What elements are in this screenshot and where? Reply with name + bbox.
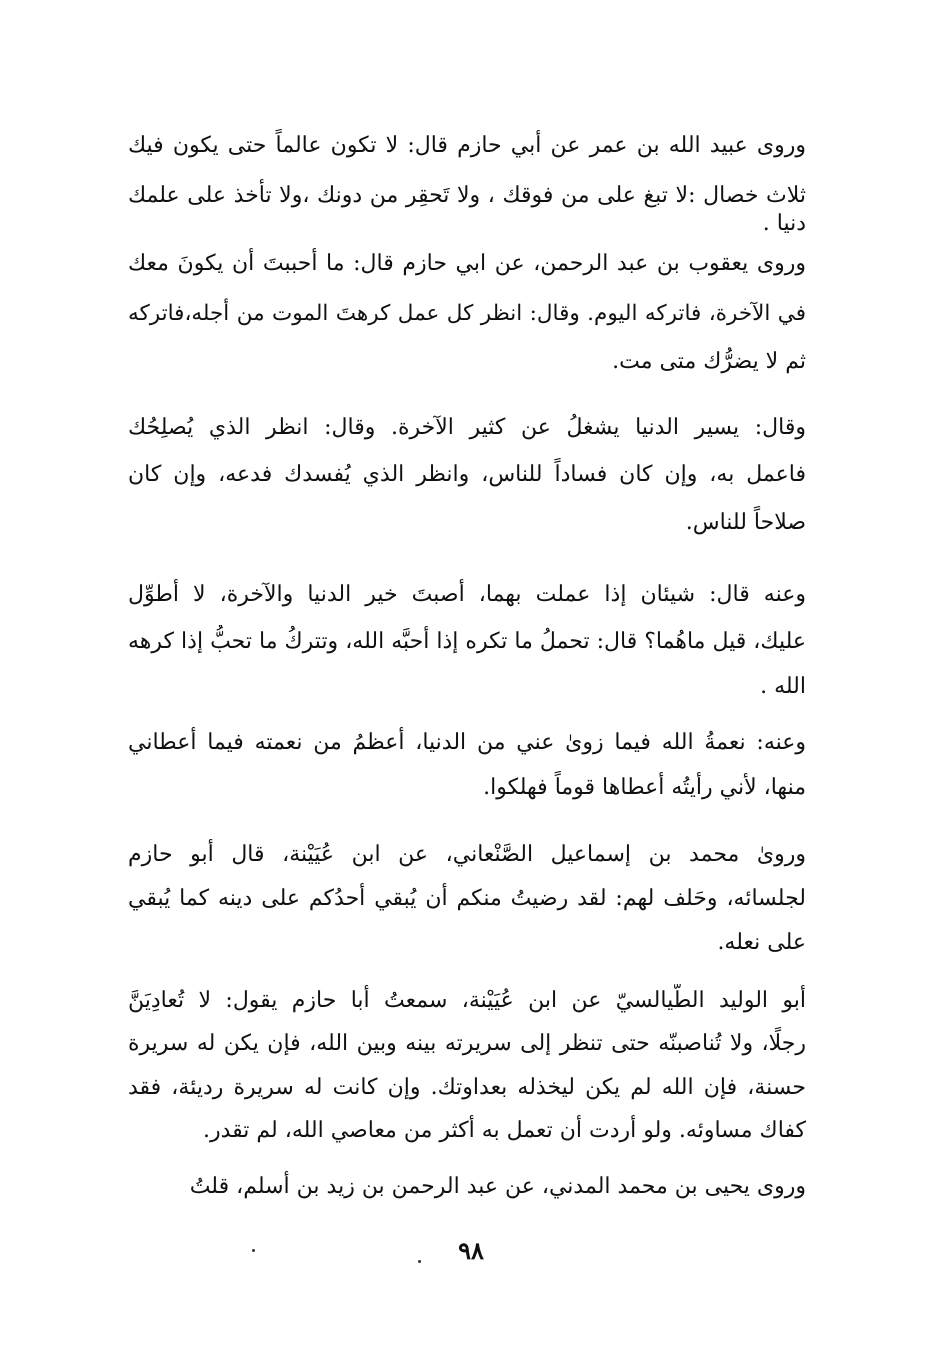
text-line: وروى يعقوب بن عبد الرحمن، عن ابي حازم قال: ما أحببتَ أن يكونَ معك xyxy=(128,251,806,276)
text-line: ثم لا يضرُّك متى مت. xyxy=(612,349,806,374)
text-line: وروىٰ محمد بن إسماعيل الصَّنْعاني، عن ابن عُيَيْنة، قال أبو حازم xyxy=(128,842,806,867)
text-line: دنيا . xyxy=(762,211,806,236)
text-line: وعنه: نعمةُ الله فيما زوىٰ عني من الدنيا، أعظمُ من نعمته فيما أعطاني xyxy=(128,730,806,755)
text-line: حسنة، فإن الله لم يكن ليخذله بعداوتك. وإن كانت له سريرة رديئة، فقد xyxy=(128,1075,806,1100)
text-line: وعنه قال: شيئان إذا عملت بهما، أصبتَ خير الدنيا والآخرة، لا أطوِّل xyxy=(128,582,806,607)
scan-speck xyxy=(252,1249,255,1252)
text-line: لجلسائه، وحَلف لهم: لقد رضيتُ منكم أن يُبقي أحدُكم على دينه كما يُبقي xyxy=(128,886,806,911)
scan-speck xyxy=(418,1260,421,1263)
text-line: على نعله. xyxy=(717,930,806,955)
text-line: رجلًا، ولا تُناصبنّه حتى تنظر إلى سريرته بينه وبين الله، فإن يكن له سريرة xyxy=(128,1031,806,1056)
text-line: وروى عبيد الله بن عمر عن أبي حازم قال: لا تكون عالماً حتى يكون فيك xyxy=(128,133,806,158)
page-number: ٩٨ xyxy=(458,1236,484,1265)
text-line: في الآخرة، فاتركه اليوم. وقال: انظر كل عمل كرهتَ الموت من أجله،فاتركه xyxy=(128,301,806,326)
text-line: عليك، قيل ماهُما؟ قال: تحملُ ما تكره إذا أحبَّه الله، وتتركُ ما تحبُّ إذا كرهه xyxy=(128,629,806,654)
text-line: وقال: يسير الدنيا يشغلُ عن كثير الآخرة. وقال: انظر الذي يُصلِحُك xyxy=(128,415,806,440)
text-line: ثلاث خصال :لا تبغ على من فوقك ، ولا تَحقِر من دونك ،ولا تأخذ على علمك xyxy=(128,183,806,208)
text-line: وروى يحيى بن محمد المدني، عن عبد الرحمن بن زيد بن أسلم، قلتُ xyxy=(189,1174,806,1199)
text-line: صلاحاً للناس. xyxy=(685,510,806,535)
text-line: فاعمل به، وإن كان فساداً للناس، وانظر الذي يُفسدك فدعه، وإن كان xyxy=(128,462,806,487)
text-line: الله . xyxy=(760,674,806,699)
text-line: كفاك مساوئه. ولو أردت أن تعمل به أكثر من معاصي الله، لم تقدر. xyxy=(202,1118,806,1143)
text-line: أبو الوليد الطَّيالسيّ عن ابن عُيَيْنة، سمعتُ أبا حازم يقول: لا تُعادِيَنَّ xyxy=(128,988,806,1013)
text-line: منها، لأني رأيتُه أعطاها قوماً فهلكوا. xyxy=(483,775,806,800)
